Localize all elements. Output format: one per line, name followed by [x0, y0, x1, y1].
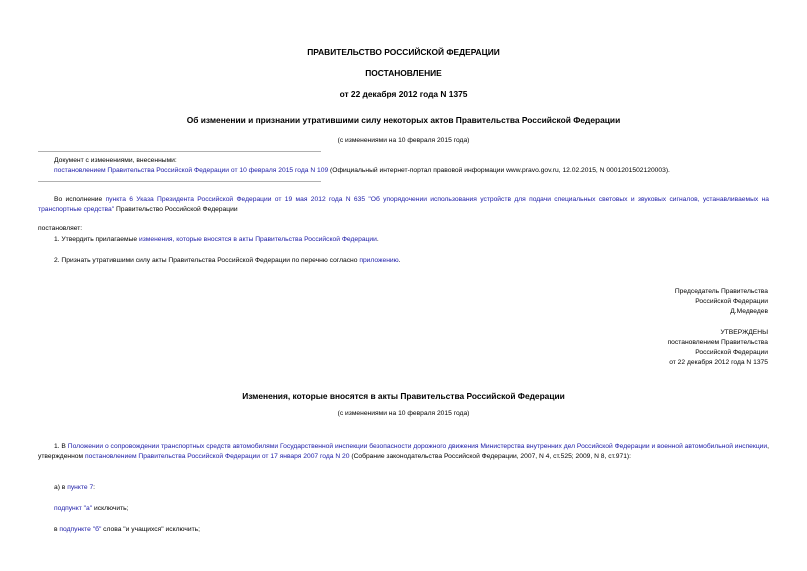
- changes-subitem-a-exclude: [54, 505, 129, 512]
- appendix-link[interactable]: приложению: [359, 257, 399, 264]
- pb-end: исключить;: [92, 505, 129, 512]
- government-name: ПРАВИТЕЛЬСТВО РОССИЙСКОЙ ФЕДЕРАЦИИ: [307, 47, 500, 57]
- item-2-end: .: [398, 257, 401, 264]
- item-2-start: 2. Признать утратившими силу акты Правительства Российской Федерации по перечню согласно: [54, 257, 360, 264]
- amended-note: (с изменениями на 10 февраля 2015 года): [337, 137, 470, 144]
- decree-20-link[interactable]: постановлением Правительства Российской Федерации от 17 января 2007 года N 20: [84, 453, 350, 461]
- p1-end: (Собрание законодательства Российской Федерации, 2007, N 4, ст.525; 2009, N 8, ст.971):: [349, 453, 631, 461]
- signature-body: Российской Федерации: [695, 298, 768, 305]
- signature-name: Д.Медведев: [730, 308, 768, 315]
- approved-by: постановлением Правительства: [667, 339, 768, 346]
- pa-start: а) в: [54, 484, 68, 491]
- document-date-number: от 22 декабря 2012 года N 1375: [339, 89, 468, 99]
- item-1-start: 1. Утвердить прилагаемые: [54, 236, 139, 243]
- changes-source: [54, 167, 670, 174]
- decrees-label: постановляет:: [38, 225, 83, 232]
- changes-label: Документ с изменениями, внесенными:: [54, 157, 177, 164]
- changes-title: Изменения, которые вносятся в акты Правительства Российской Федерации: [242, 391, 565, 401]
- approved-changes-link[interactable]: изменения, которые вносятся в акты Правительства Российской Федерации: [138, 236, 377, 243]
- preamble-start: Во исполнение: [54, 196, 106, 203]
- changes-source-tail: (Официальный интернет-портал правовой информации www.pravo.gov.ru, 12.02.2015, N 0001201502120003).: [328, 167, 670, 174]
- item-1-end: .: [376, 236, 379, 243]
- approved-body: Российской Федерации: [695, 349, 768, 356]
- approved-date: от 22 декабря 2012 года N 1375: [669, 359, 768, 366]
- subpoint-b-link[interactable]: подпункте "б": [59, 526, 102, 533]
- amending-decree-link[interactable]: постановлением Правительства Российской Федерации от 10 февраля 2015 года N 109: [54, 167, 329, 174]
- subpoint-a-link[interactable]: подпункт "а": [54, 505, 93, 512]
- changes-subitem-b: [54, 526, 200, 533]
- pc-end: слова "и учащихся" исключить;: [101, 526, 200, 533]
- escort-regulation-link[interactable]: Положении о сопровождении транспортных средств автомобилями Государственной инспекции безопасности дорожного движения Министерства внутренних дел Российской Федерации и военной автомобильной инспекции: [67, 443, 768, 450]
- p1-start: 1. В: [54, 443, 68, 450]
- divider-bottom: [38, 181, 321, 182]
- point-7-link[interactable]: пункте 7: [67, 484, 94, 491]
- divider-top: [38, 151, 321, 152]
- changes-paragraph-1: [38, 442, 769, 462]
- item-2: [54, 257, 401, 264]
- pa-end: :: [93, 484, 96, 491]
- preamble-end: Правительство Российской Федерации: [114, 206, 238, 214]
- p1-mid: , утвержденном: [38, 443, 769, 461]
- preamble-paragraph: [38, 195, 769, 215]
- changes-subitem-a: [54, 484, 95, 491]
- signature-title: Председатель Правительства: [674, 288, 768, 295]
- changes-amended-note: (с изменениями на 10 февраля 2015 года): [337, 410, 470, 417]
- item-1: [54, 236, 379, 243]
- presidential-decree-link[interactable]: пункта 6 Указа Президента Российской Федерации от 19 мая 2012 года N 635 "Об упорядочении использования устройств для подачи специальных световых и звуковых сигналов, устанавливаемых на транспортные средства": [38, 196, 769, 214]
- document-type: ПОСТАНОВЛЕНИЕ: [365, 68, 442, 78]
- document-title: Об изменении и признании утратившими силу некоторых актов Правительства Российской Федерации: [186, 115, 621, 125]
- approved-label: УТВЕРЖДЕНЫ: [720, 329, 768, 336]
- pc-start: в: [54, 526, 60, 533]
